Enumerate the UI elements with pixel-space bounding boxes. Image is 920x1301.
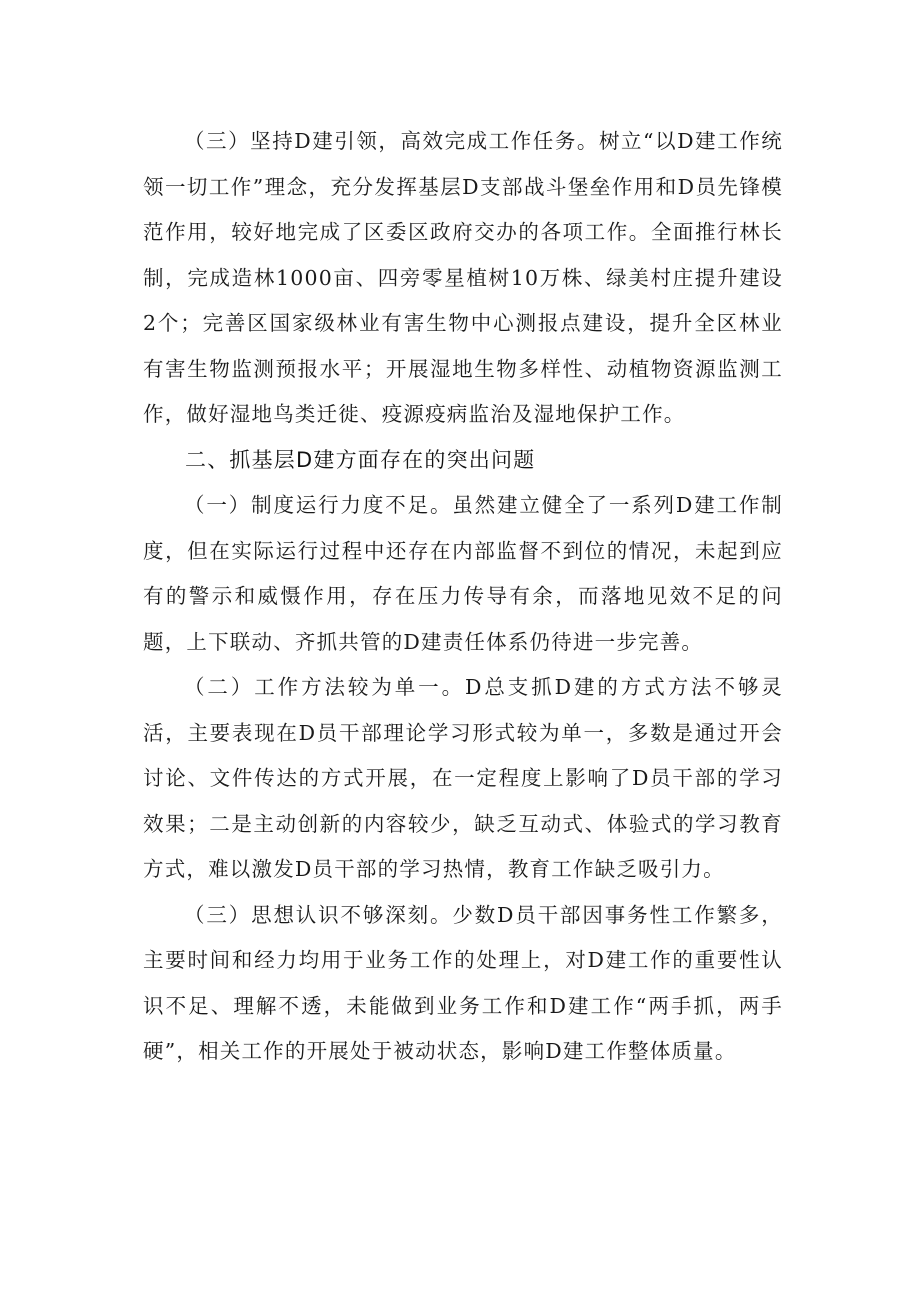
- paragraph-ideological-awareness: （三）思想认识不够深刻。少数D员干部因事务性工作繁多，主要时间和经力均用于业务工作的处理上，对D建工作的重要性认识不足、理解不透，未能做到业务工作和D建工作“两手抓，两手硬”，相关工作的开展处于被动状态，影响D建工作整体质量。: [143, 902, 783, 1063]
- paragraph-party-building-leadership: （三）坚持D建引领，高效完成工作任务。树立“以D建工作统领一切工作”理念，充分发挥基层D支部战斗堡垒作用和D员先锋模范作用，较好地完成了区委区政府交办的各项工作。全面推行林长制，完成造林1000亩、四旁零星植树10万株、绿美村庄提升建设2个；完善区国家级林业有害生物中心测报点建设，提升全区林业有害生物监测预报水平；开展湿地生物多样性、动植物资源监测工作，做好湿地鸟类迁徙、疫源疫病监治及湿地保护工作。: [143, 129, 783, 426]
- section-heading-problems: 二、抓基层D建方面存在的突出问题: [185, 447, 536, 472]
- paragraph-system-operation: （一）制度运行力度不足。虽然建立健全了一系列D建工作制度，但在实际运行过程中还存在内部监督不到位的情况，未起到应有的警示和威慑作用，存在压力传导有余，而落地见效不足的问题，上下联动、齐抓共管的D建责任体系仍待进一步完善。: [143, 493, 783, 654]
- paragraph-work-methods: （二）工作方法较为单一。D总支抓D建的方式方法不够灵活，主要表现在D员干部理论学习形式较为单一，多数是通过开会讨论、文件传达的方式开展，在一定程度上影响了D员干部的学习效果；二是主动创新的内容较少，缺乏互动式、体验式的学习教育方式，难以激发D员干部的学习热情，教育工作缺乏吸引力。: [143, 675, 783, 881]
- document-body: [143, 119, 783, 1075]
